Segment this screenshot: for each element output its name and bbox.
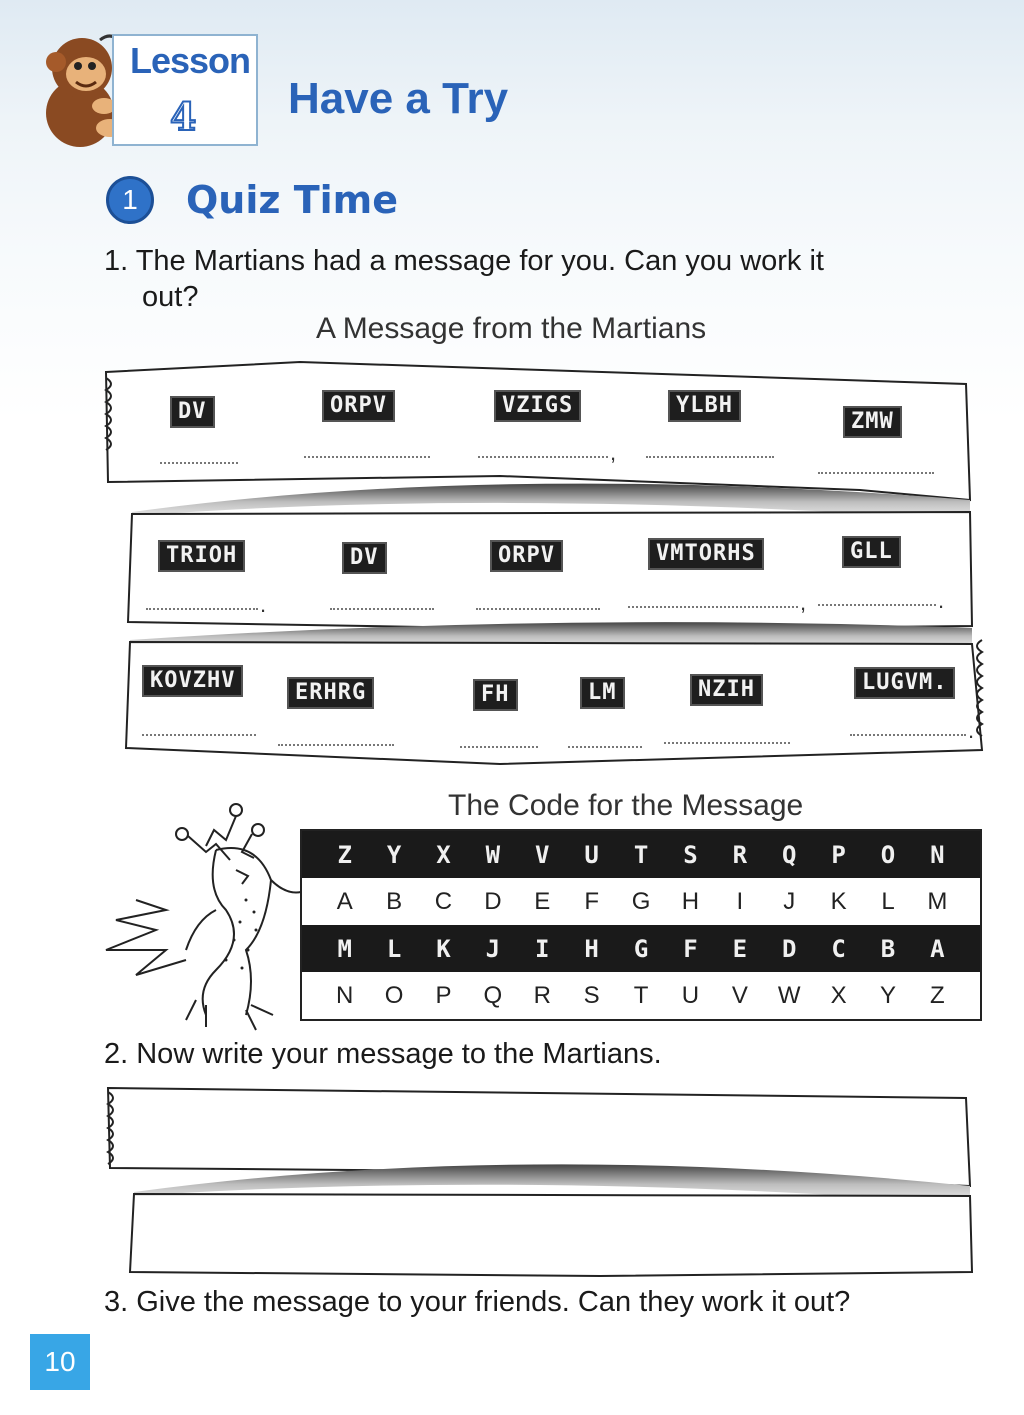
code-cell: N <box>930 840 945 869</box>
code-cell: D <box>781 934 797 963</box>
coded-word: ORPV <box>322 390 395 422</box>
plain-cell: I <box>736 887 744 915</box>
martian-illustration <box>96 800 306 1035</box>
code-cell: A <box>930 934 945 963</box>
plain-cell: R <box>533 981 551 1009</box>
page-number: 10 <box>30 1334 90 1390</box>
plain-cell: H <box>681 887 700 915</box>
plain-cell: S <box>583 981 600 1009</box>
answer-blank[interactable] <box>850 734 966 736</box>
code-cell: O <box>880 840 896 869</box>
plain-cell: M <box>927 887 948 915</box>
answer-blank[interactable] <box>628 606 798 608</box>
answer-writing-area-2[interactable] <box>150 1206 950 1264</box>
plain-cell: X <box>830 981 847 1009</box>
coded-word: VZIGS <box>494 390 581 422</box>
coded-word: DV <box>342 542 387 574</box>
code-cell: F <box>683 934 698 963</box>
code-cell: S <box>683 840 698 869</box>
code-cell: M <box>337 934 352 963</box>
coded-word: FH <box>473 679 518 711</box>
plain-cell: A <box>336 887 353 915</box>
section-number-badge: 1 <box>106 176 154 224</box>
question-1-line-2: out? <box>142 281 199 313</box>
plain-cell: E <box>534 887 551 915</box>
coded-word: KOVZHV <box>142 665 243 697</box>
code-cell: P <box>831 840 846 869</box>
period-mark: . <box>260 592 267 617</box>
plain-cell: Q <box>483 981 503 1009</box>
message-title: A Message from the Martians <box>316 312 707 345</box>
code-cell: K <box>436 934 451 963</box>
plain-cell: F <box>584 887 599 915</box>
answer-writing-area-1[interactable] <box>150 1106 950 1162</box>
coded-word: ORPV <box>490 540 563 572</box>
plain-cell: T <box>633 981 649 1009</box>
plain-cell: Z <box>930 981 945 1009</box>
plain-cell: W <box>777 981 801 1009</box>
code-table <box>300 829 982 1021</box>
code-cell: H <box>584 934 599 963</box>
plain-cell: O <box>384 981 404 1009</box>
answer-blank[interactable] <box>146 608 258 610</box>
answer-blank[interactable] <box>476 608 600 610</box>
page-title: Have a Try <box>288 74 509 123</box>
plain-cell: Y <box>879 981 896 1009</box>
plain-cell: D <box>484 887 502 915</box>
coded-word: LM <box>580 677 625 709</box>
period-mark: . <box>938 588 945 613</box>
coded-word: LUGVM. <box>854 667 955 699</box>
answer-blank[interactable] <box>160 462 238 464</box>
code-row-plain-n-z <box>302 972 980 1019</box>
plain-cell: V <box>731 981 748 1009</box>
coded-word: GLL <box>842 536 901 568</box>
code-cell: I <box>535 934 550 963</box>
code-row-plain-a-m <box>302 878 980 925</box>
plain-cell: G <box>631 887 651 915</box>
plain-cell: U <box>681 981 700 1009</box>
coded-word: ZMW <box>843 406 902 438</box>
code-cell: Q <box>781 840 797 869</box>
answer-blank[interactable] <box>646 456 774 458</box>
section-title: Quiz Time <box>186 178 399 222</box>
comma-mark: , <box>610 440 617 465</box>
code-cell: Z <box>337 840 352 869</box>
code-row-cipher-a-m <box>302 831 980 878</box>
answer-blank[interactable] <box>460 746 538 748</box>
code-cell: R <box>732 840 748 869</box>
plain-cell: L <box>881 887 895 915</box>
code-cell: L <box>386 934 402 963</box>
code-cell: E <box>732 934 748 963</box>
answer-blank[interactable] <box>478 456 608 458</box>
answer-blank[interactable] <box>304 456 430 458</box>
answer-blank[interactable] <box>664 742 790 744</box>
question-1-line-1: 1. The Martians had a message for you. Can you work it <box>104 245 824 277</box>
code-cell: W <box>485 840 501 869</box>
coded-word: DV <box>170 396 215 428</box>
plain-cell: B <box>386 887 403 915</box>
code-cell: Y <box>386 840 402 869</box>
plain-cell: K <box>830 887 847 915</box>
code-cell: V <box>535 840 550 869</box>
answer-blank[interactable] <box>330 608 434 610</box>
lesson-number: 4 <box>170 94 197 139</box>
coded-word: TRIOH <box>158 540 245 572</box>
coded-word: NZIH <box>690 674 763 706</box>
comma-mark: , <box>800 590 807 615</box>
code-cell: J <box>485 934 501 963</box>
coded-word: YLBH <box>668 390 741 422</box>
question-3: 3. Give the message to your friends. Can they work it out? <box>104 1286 851 1318</box>
answer-blank[interactable] <box>142 734 256 736</box>
plain-cell: C <box>434 887 453 915</box>
answer-blank[interactable] <box>278 744 394 746</box>
code-cell: T <box>633 840 649 869</box>
code-cell: X <box>436 840 451 869</box>
answer-blank[interactable] <box>818 472 934 474</box>
plain-cell: J <box>783 887 796 915</box>
plain-cell: P <box>435 981 452 1009</box>
question-2: 2. Now write your message to the Martians. <box>104 1038 662 1070</box>
answer-blank[interactable] <box>568 746 642 748</box>
code-cell: G <box>633 934 649 963</box>
coded-word: VMTORHS <box>648 538 764 570</box>
code-table-title: The Code for the Message <box>448 789 804 822</box>
period-mark: . <box>968 718 975 743</box>
coded-word: ERHRG <box>287 677 374 709</box>
code-row-cipher-n-z <box>302 925 980 972</box>
lesson-label: Lesson <box>130 40 251 81</box>
plain-cell: N <box>336 981 354 1009</box>
code-cell: C <box>831 934 846 963</box>
code-cell: U <box>584 840 599 869</box>
code-cell: B <box>880 934 896 963</box>
answer-blank[interactable] <box>818 604 936 606</box>
